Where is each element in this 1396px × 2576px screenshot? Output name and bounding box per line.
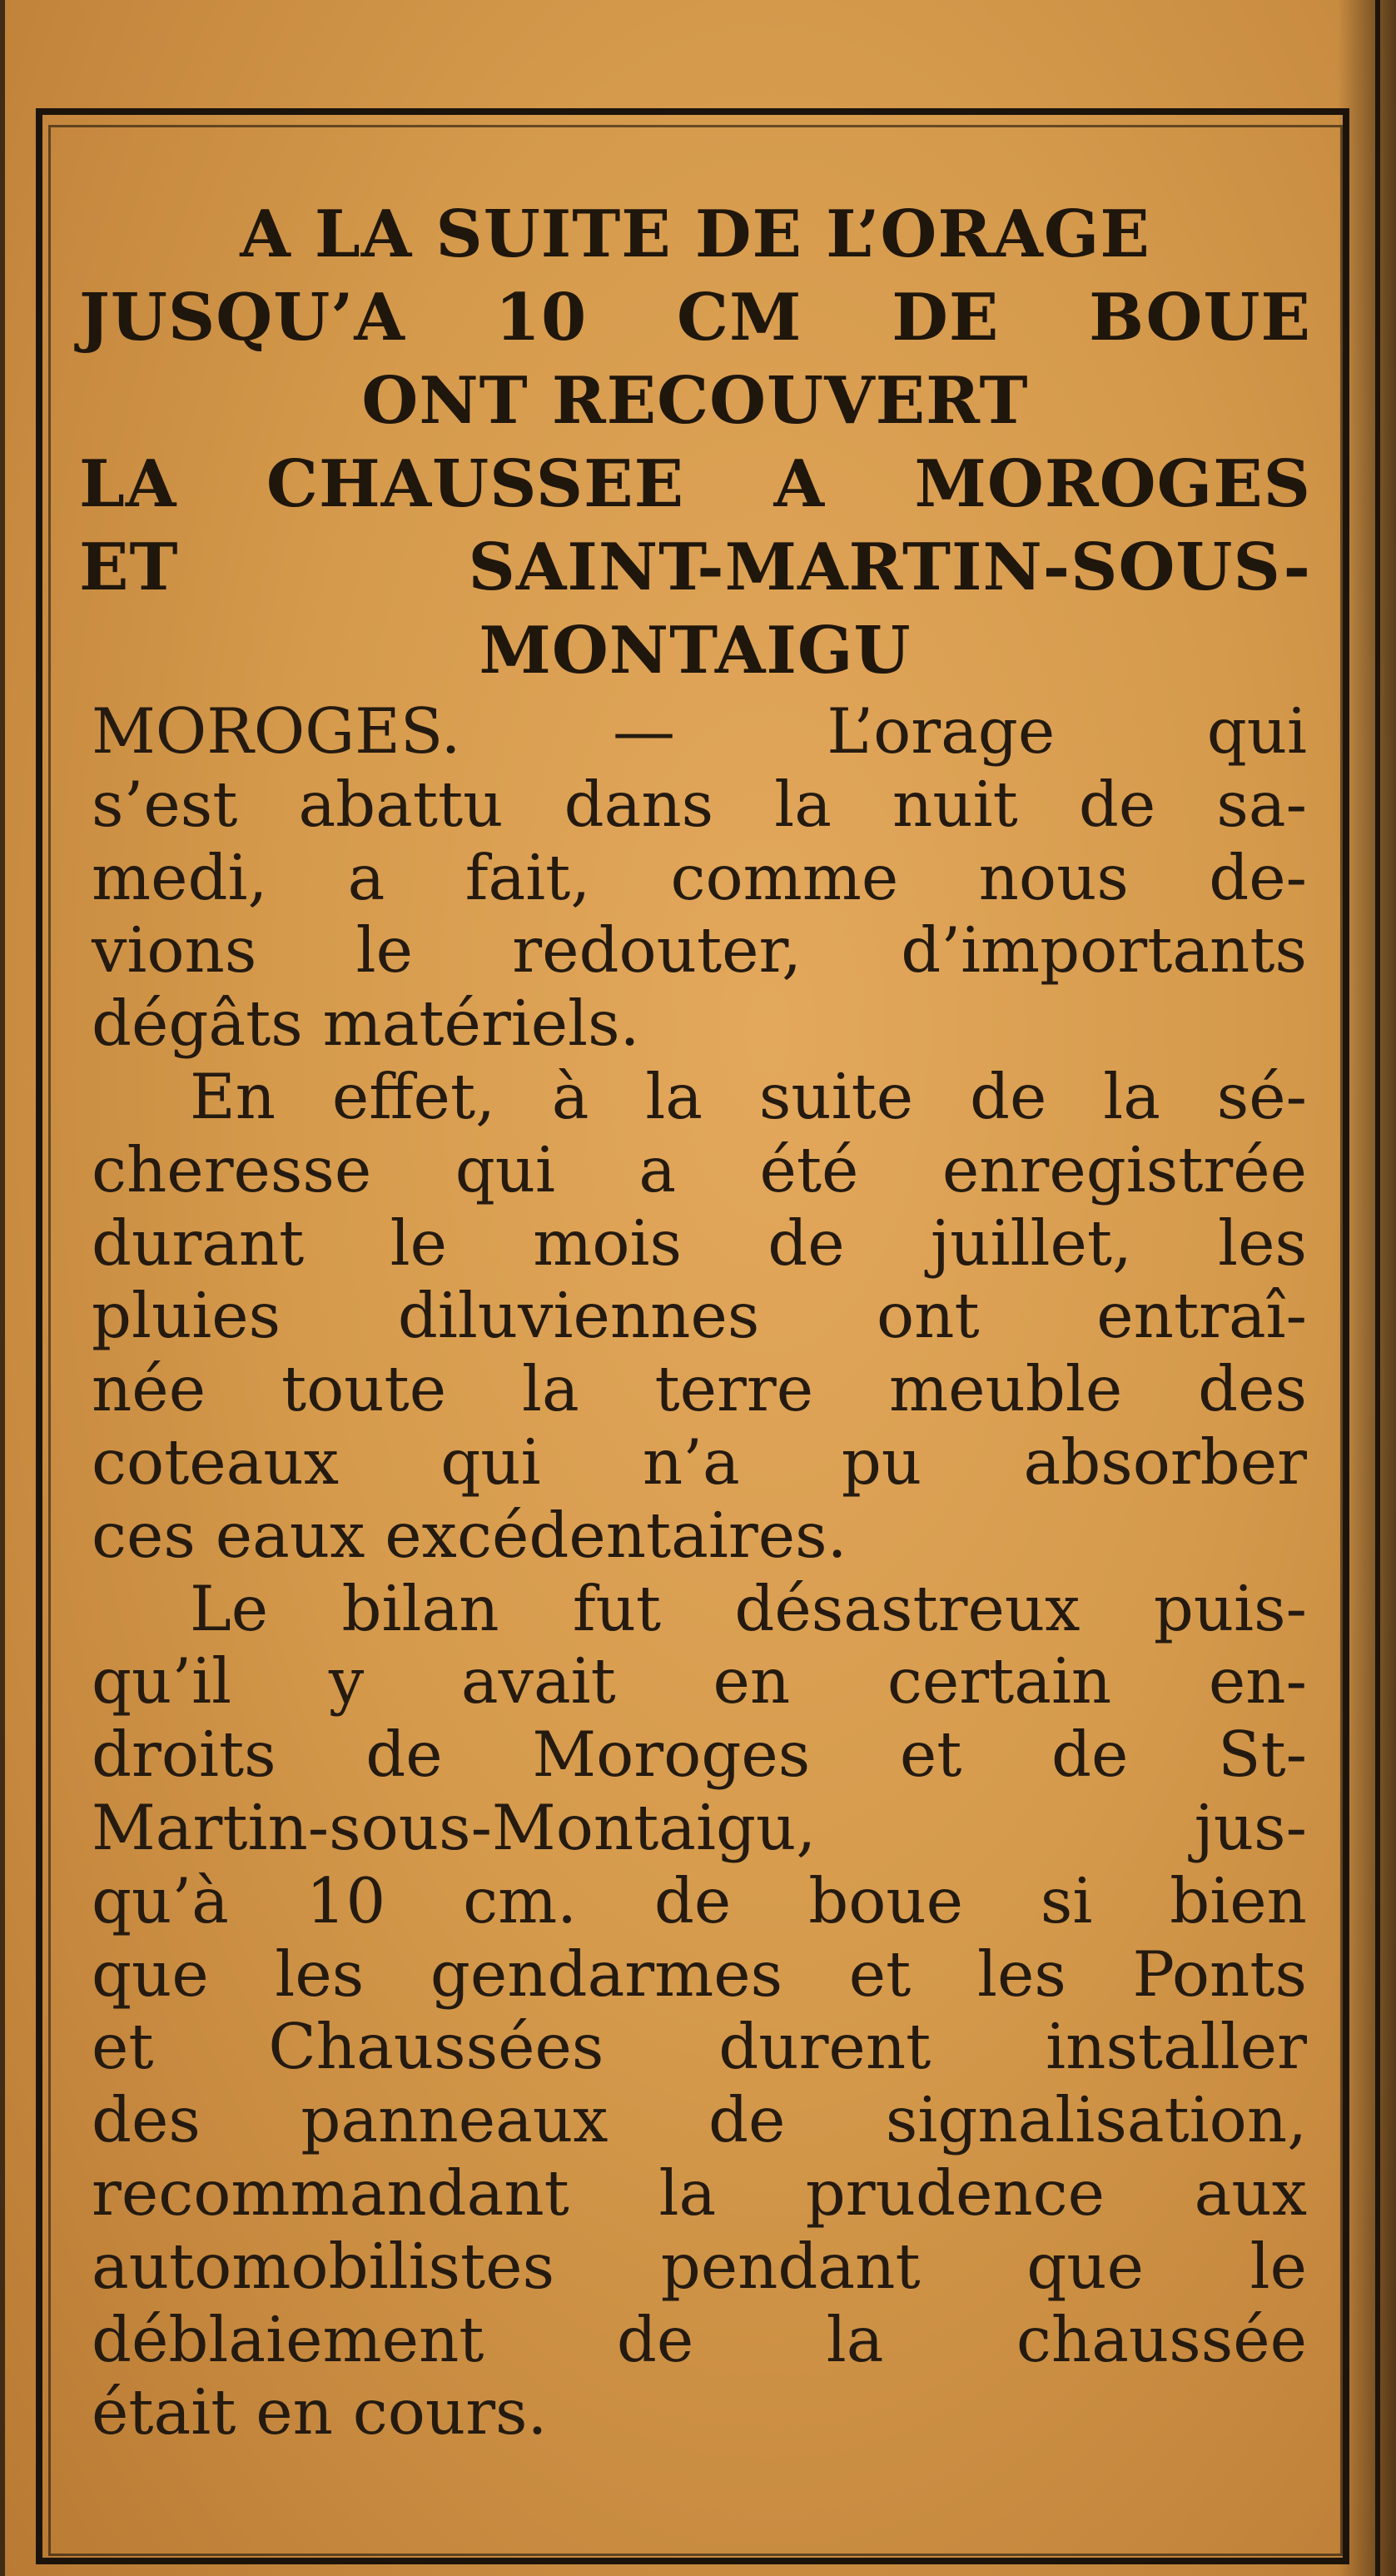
body-line: recommandant la prudence aux xyxy=(92,2156,1307,2230)
body-line: était en cours. xyxy=(92,2375,548,2449)
headline-line: ET SAINT-MARTIN-SOUS- xyxy=(79,530,1311,605)
headline-line: JUSQU’A 10 CM DE BOUE xyxy=(79,280,1311,356)
article-headline xyxy=(79,193,1311,693)
body-line: medi, a fait, comme nous de- xyxy=(92,840,1307,914)
body-line: automobilistes pendant que le xyxy=(92,2229,1307,2303)
body-line: durant le mois de juillet, les xyxy=(92,1206,1307,1280)
body-line: que les gendarmes et les Ponts xyxy=(92,1937,1307,2011)
body-line: qu’il y avait en certain en- xyxy=(92,1644,1307,1718)
body-line: coteaux qui n’a pu absorber xyxy=(92,1425,1307,1499)
body-line: droits de Moroges et de St- xyxy=(92,1718,1307,1792)
body-line: vions le redouter, d’importants xyxy=(92,913,1307,987)
body-line: s’est abattu dans la nuit de sa- xyxy=(92,767,1307,841)
body-line: Martin-sous-Montaigu, jus- xyxy=(92,1790,1307,1864)
body-line: dégâts matériels. xyxy=(92,987,640,1061)
headline-line: ONT RECOUVERT xyxy=(361,363,1029,439)
body-line: pluies diluviennes ont entraî- xyxy=(92,1279,1307,1353)
body-line: et Chaussées durent installer xyxy=(92,2010,1307,2084)
body-line: née toute la terre meuble des xyxy=(92,1352,1307,1426)
body-line: cheresse qui a été enregistrée xyxy=(92,1132,1307,1206)
body-line: En effet, à la suite de la sé- xyxy=(190,1059,1307,1133)
body-line: qu’à 10 cm. de boue si bien xyxy=(92,1863,1307,1937)
body-line: MOROGES. — L’orage qui xyxy=(92,694,1307,768)
headline-line: LA CHAUSSEE A MOROGES xyxy=(79,446,1311,522)
article-body xyxy=(92,695,1307,2449)
headline-line: MONTAIGU xyxy=(479,613,912,689)
left-column-rule xyxy=(0,0,5,2576)
body-line: des panneaux de signalisation, xyxy=(92,2083,1307,2157)
body-line: Le bilan fut désastreux puis- xyxy=(190,1571,1307,1645)
body-line: déblaiement de la chaussée xyxy=(92,2302,1307,2376)
headline-line: A LA SUITE DE L’ORAGE xyxy=(240,196,1150,272)
body-line: ces eaux excédentaires. xyxy=(92,1498,847,1572)
